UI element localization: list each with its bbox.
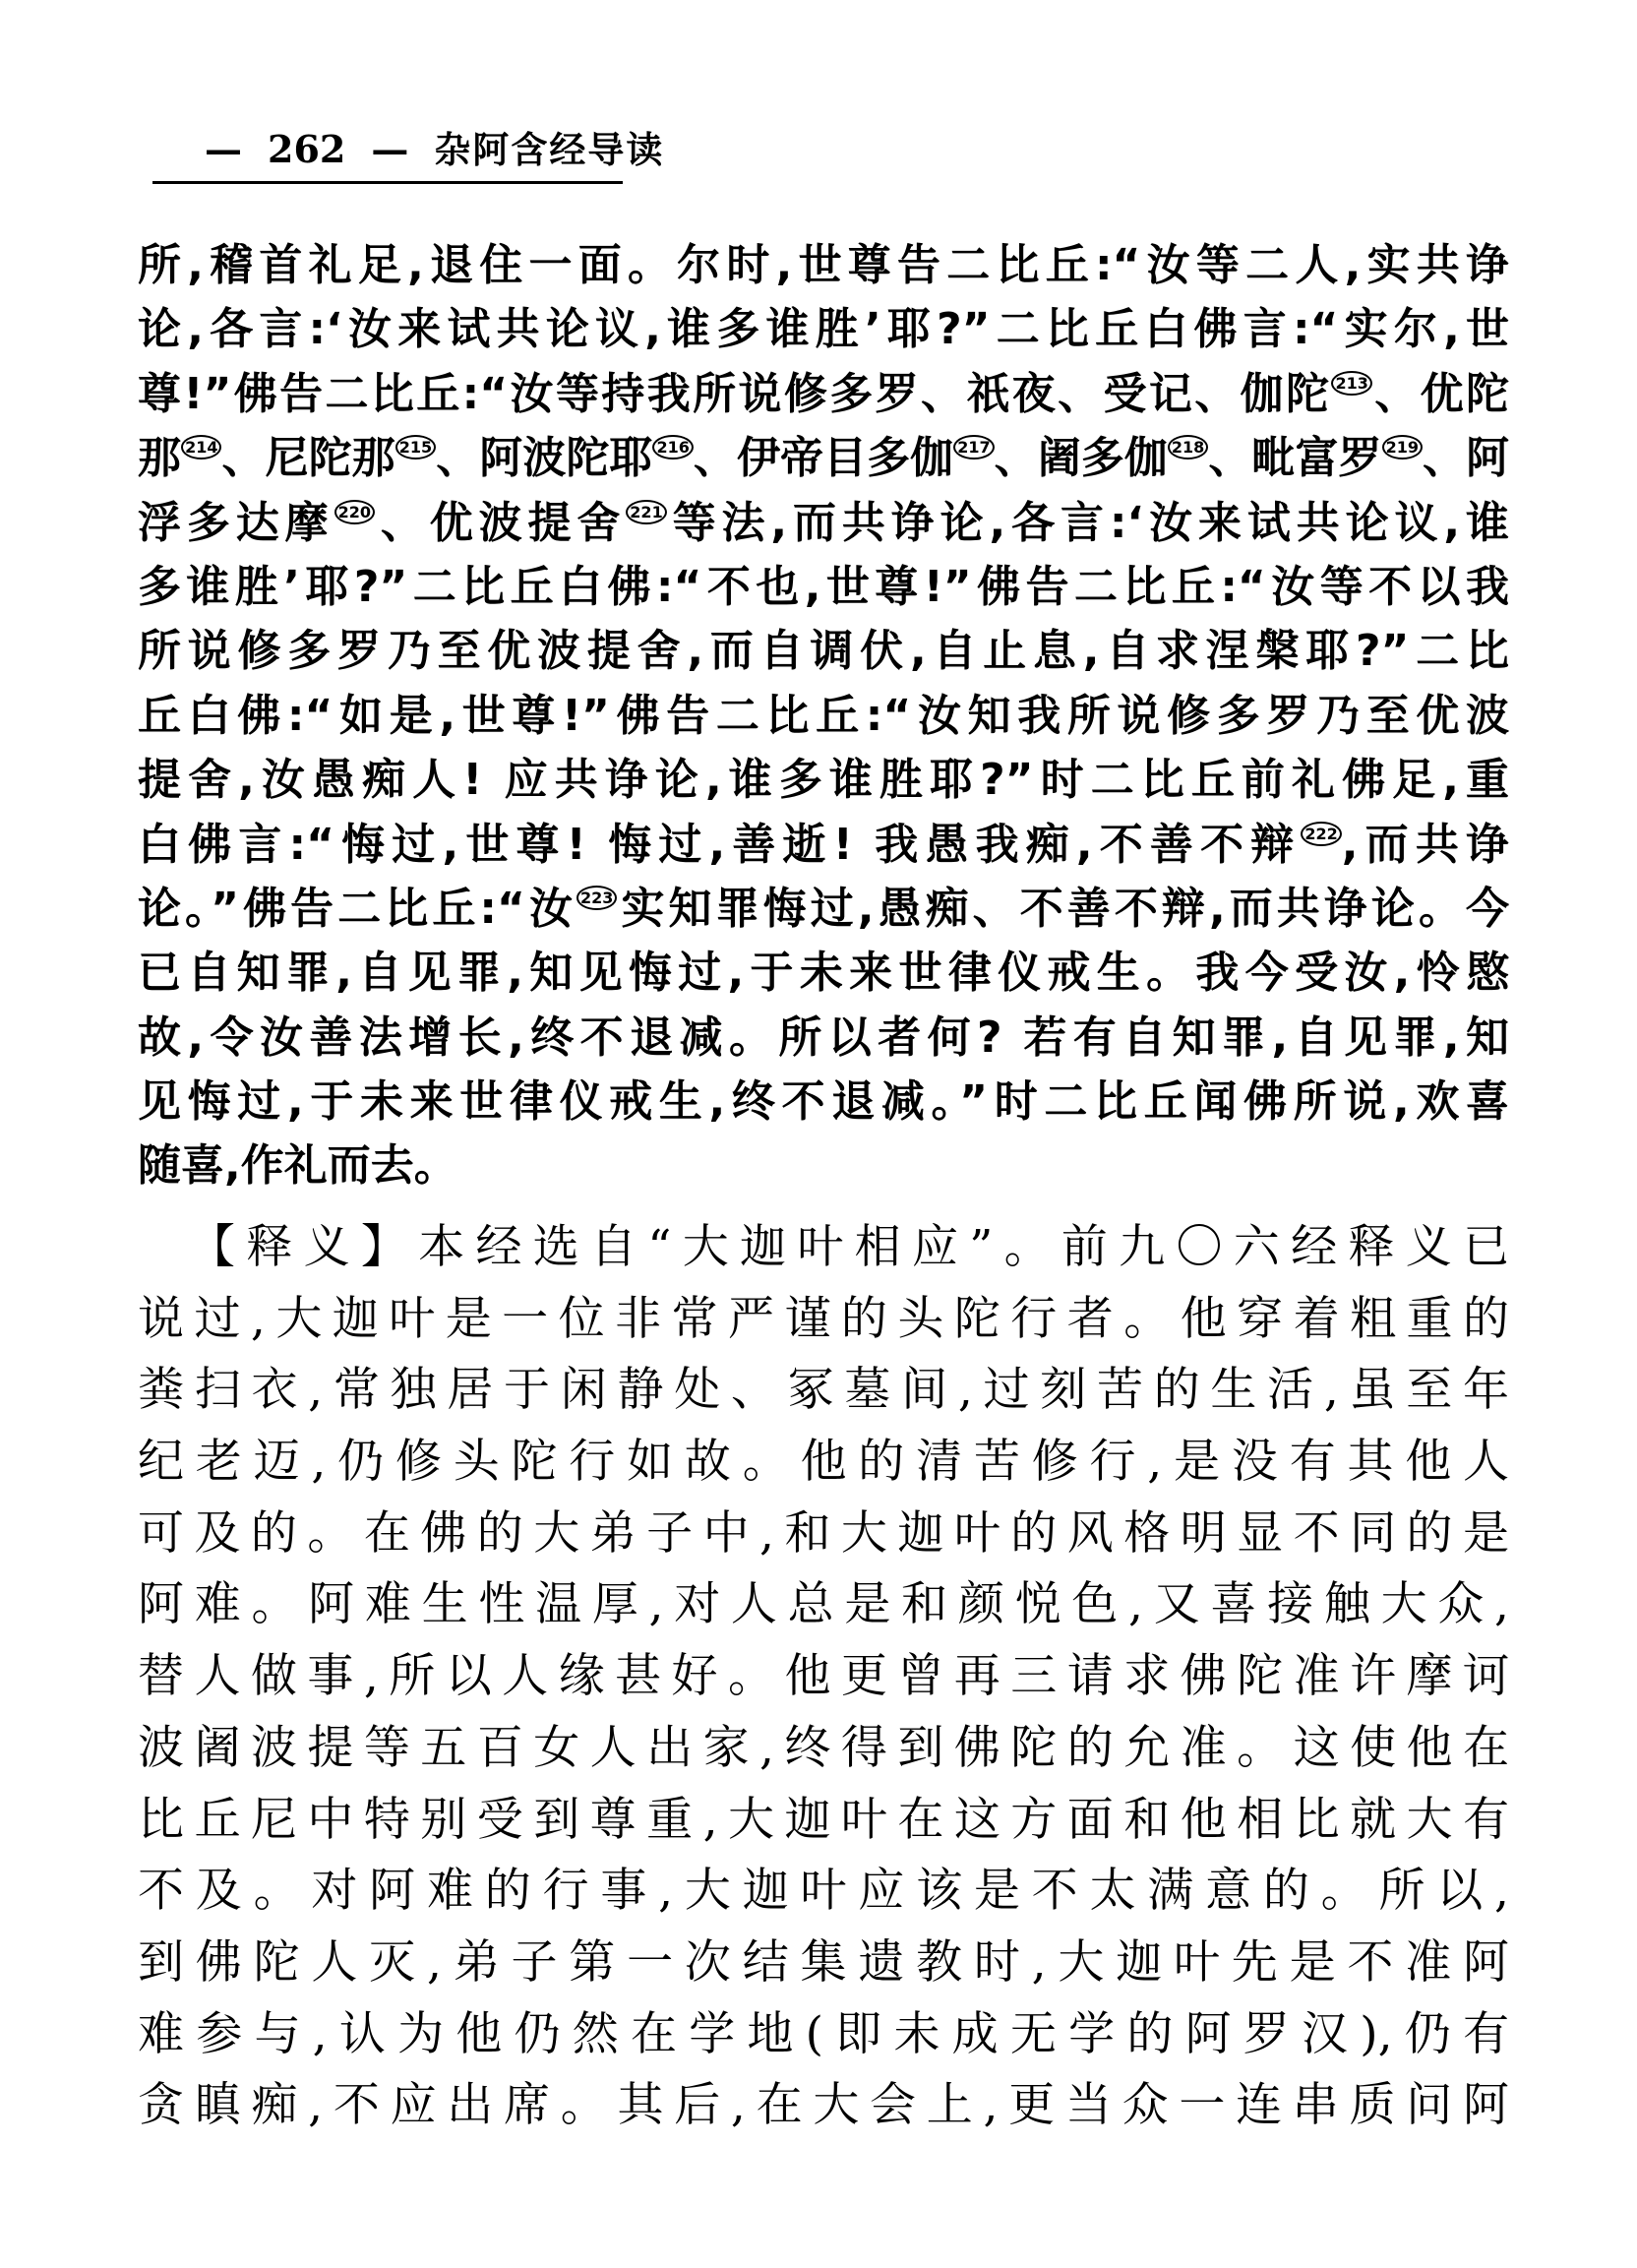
text-line: 替人做事,所以人缘甚好。他更曾再三请求佛陀准许摩诃 — [138, 1649, 1509, 1704]
text-line: 论。”佛告二比丘:“汝 223实知罪悔过,愚痴、不善不辩,而共诤论。今 — [138, 883, 1509, 934]
page-number: 262 — [268, 127, 346, 171]
footnote-ref-213: 213 — [1331, 371, 1371, 396]
text-line: 阿难。阿难生性温厚,对人总是和颜悦色,又喜接触大众, — [138, 1577, 1509, 1632]
text-line: 多谁胜’耶?”二比丘白佛:“不也,世尊!”佛告二比丘:“汝等不以我 — [138, 561, 1509, 612]
text-line: 论,各言:‘汝来试共论议,谁多谁胜’耶?”二比丘白佛言:“实尔,世 — [138, 304, 1509, 355]
footnote-ref-216: 216 — [652, 435, 693, 460]
text-line: 随喜,作礼而去。 — [138, 1140, 457, 1192]
text-line: 那 214、尼陀那 215、阿波陀耶 216、伊帝目多伽 217、阇多伽 218、毗富罗 219、阿 — [138, 433, 1510, 484]
text-line: 见悔过,于未来世律仪戒生,终不退减。”时二比丘闻佛所说,欢喜 — [138, 1076, 1509, 1128]
text-line: 所,稽首礼足,退住一面。尔时,世尊告二比丘:“汝等二人,实共诤 — [138, 240, 1509, 290]
text-line: 贪瞋痴,不应出席。其后,在大会上,更当众一连串质问阿 — [138, 2078, 1509, 2133]
footnote-ref-218: 218 — [1168, 435, 1208, 460]
text-line: 不及。对阿难的行事,大迦叶应该是不太满意的。所以, — [138, 1864, 1509, 1919]
header-dash-right: — — [371, 127, 409, 171]
header-dash-left: — — [205, 127, 242, 171]
footnote-ref-215: 215 — [395, 435, 436, 460]
text-line: 提舍,汝愚痴人! 应共诤论,谁多谁胜耶?”时二比丘前礼佛足,重 — [138, 755, 1509, 806]
text-line: 【释义】本经选自“大迦叶相应”。前九〇六经释义已 — [189, 1220, 1509, 1274]
text-line: 已自知罪,自见罪,知见悔过,于未来世律仪戒生。我今受汝,怜愍 — [138, 948, 1509, 999]
text-line: 说过,大迦叶是一位非常严谨的头陀行者。他穿着粗重的 — [138, 1291, 1509, 1346]
footnote-ref-223: 223 — [576, 886, 617, 910]
text-line: 比丘尼中特别受到尊重,大迦叶在这方面和他相比就大有 — [138, 1792, 1509, 1847]
text-line: 到佛陀人灭,弟子第一次结集遗教时,大迦叶先是不准阿 — [138, 1934, 1509, 1990]
book-title: 杂阿含经导读 — [434, 128, 665, 171]
footnote-ref-221: 221 — [626, 500, 666, 524]
text-line: 纪老迈,仍修头陀行如故。他的清苦修行,是没有其他人 — [138, 1435, 1509, 1490]
text-line: 所说修多罗乃至优波提舍,而自调伏,自止息,自求涅槃耶?”二比 — [138, 626, 1509, 677]
text-line: 难参与,认为他仍然在学地(即未成无学的阿罗汉),仍有 — [138, 2006, 1509, 2061]
text-line: 故,令汝善法增长,终不退减。所以者何? 若有自知罪,自见罪,知 — [138, 1011, 1509, 1063]
footnote-ref-222: 222 — [1301, 822, 1341, 846]
text-line: 粪扫衣,常独居于闲静处、冢墓间,过刻苦的生活,虽至年 — [138, 1363, 1509, 1418]
footnote-ref-217: 217 — [953, 435, 994, 460]
page-header — [205, 128, 664, 171]
text-line: 浮多达摩 220、优波提舍 221等法,而共诤论,各言:‘汝来试共论议,谁 — [138, 497, 1510, 548]
text-line: 可及的。在佛的大弟子中,和大迦叶的风格明显不同的是 — [138, 1505, 1509, 1561]
text-line: 白佛言:“悔过,世尊! 悔过,善逝! 我愚我痴,不善不辩 222,而共诤 — [138, 819, 1509, 870]
sutra-paragraph — [138, 233, 1509, 1198]
footnote-ref-220: 220 — [334, 500, 375, 524]
footnote-ref-219: 219 — [1382, 435, 1423, 460]
commentary-paragraph — [138, 1212, 1509, 2142]
header-rule — [152, 181, 623, 184]
text-line: 波阇波提等五百女人出家,终得到佛陀的允准。这使他在 — [138, 1720, 1509, 1775]
text-line: 尊!”佛告二比丘:“汝等持我所说修多罗、祇夜、受记、伽陀 213、优陀 — [138, 368, 1510, 419]
text-line: 丘白佛:“如是,世尊!”佛告二比丘:“汝知我所说修多罗乃至优波 — [138, 690, 1509, 741]
footnote-ref-214: 214 — [181, 435, 221, 460]
